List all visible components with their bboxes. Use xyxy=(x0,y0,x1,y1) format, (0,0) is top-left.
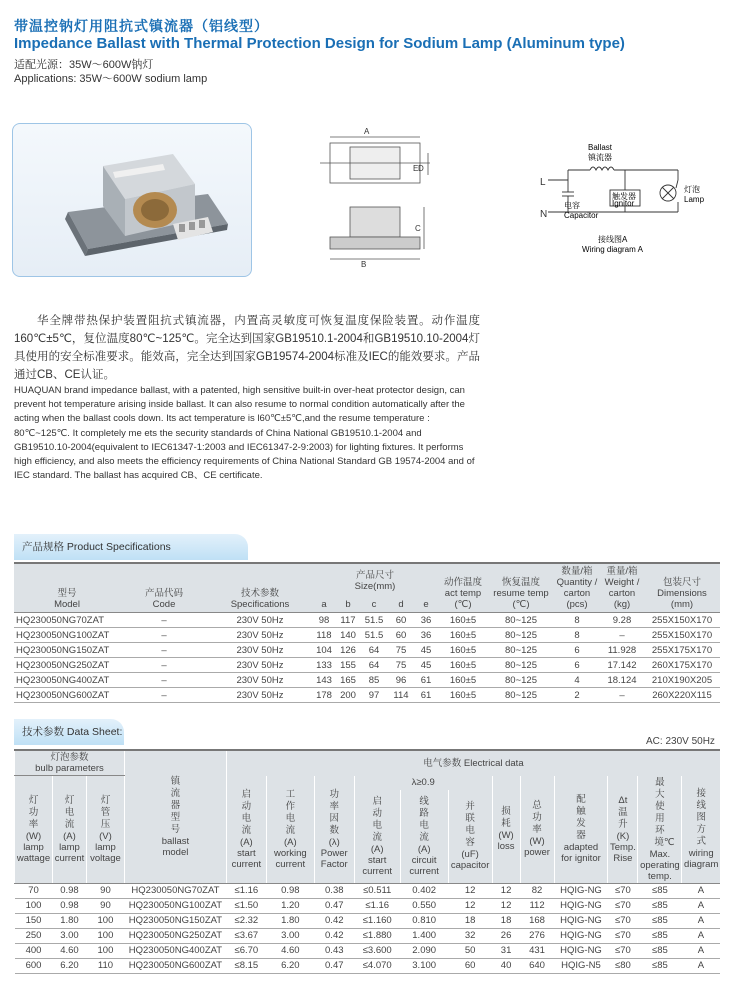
table-cell: 143 xyxy=(312,673,336,688)
table-cell: 160±5 xyxy=(438,673,488,688)
table-cell: 85 xyxy=(360,673,388,688)
ignitor-label-en: Ignitor xyxy=(612,199,635,208)
table-cell: 17.142 xyxy=(600,658,644,673)
table-cell: ≤3.67 xyxy=(226,928,266,943)
table-cell: – xyxy=(120,673,208,688)
page-title-en: Impedance Ballast with Thermal Protection Design for Sodium Lamp (Aluminum type) xyxy=(14,35,625,52)
table-cell: 0.402 xyxy=(400,883,448,898)
table-cell: 100 xyxy=(86,928,124,943)
table-cell: HQIG-NG xyxy=(554,883,608,898)
table-cell: HQ230050NG600ZAT xyxy=(124,958,226,973)
col-ignitor-cn: 配触发器 xyxy=(576,794,586,841)
table-row xyxy=(15,913,721,928)
table-cell: HQIG-NG xyxy=(554,943,608,958)
table-cell: 80~125 xyxy=(488,658,554,673)
col-size-c: c xyxy=(360,594,388,612)
table-cell: 36 xyxy=(414,628,438,643)
col-temp-rise xyxy=(608,776,638,884)
table-cell: 6.20 xyxy=(52,958,86,973)
table-cell: 12 xyxy=(448,883,492,898)
table-cell: 431 xyxy=(520,943,554,958)
table-cell: 0.47 xyxy=(314,898,354,913)
table-cell: 11.928 xyxy=(600,643,644,658)
table-cell: 6 xyxy=(554,658,600,673)
col-lamp-current xyxy=(52,776,86,884)
col-total-power-en: (W) power xyxy=(524,836,550,858)
wiring-caption-en: Wiring diagram A xyxy=(582,245,643,254)
table-cell: 276 xyxy=(520,928,554,943)
col-lamp-wattage xyxy=(15,776,53,884)
col-max-temp-cn: 最大使用环境℃ xyxy=(654,776,675,848)
table-cell: 2 xyxy=(554,688,600,703)
table-cell: 9.28 xyxy=(600,613,644,628)
col-power-factor-cn: 功率因数 xyxy=(329,788,340,836)
table-cell: 230V 50Hz xyxy=(208,688,312,703)
col-ignitor-en: adapted for ignitor xyxy=(561,842,601,864)
table-cell: 0.810 xyxy=(400,913,448,928)
table-cell: 50 xyxy=(448,943,492,958)
table-cell: HQ230050NG150ZAT xyxy=(124,913,226,928)
col-lamp-wattage-cn: 灯功率 xyxy=(28,794,39,830)
col-lamp-voltage-cn: 灯管压 xyxy=(100,794,111,830)
col-ballast-model xyxy=(124,750,226,883)
table-cell: 165 xyxy=(336,673,360,688)
table-cell: 100 xyxy=(86,943,124,958)
table-cell: ≤85 xyxy=(638,913,682,928)
table-cell: 110 xyxy=(86,958,124,973)
table-cell: HQ230050NG400ZAT xyxy=(124,943,226,958)
table-cell: 0.98 xyxy=(52,883,86,898)
table-cell: HQ230050NG400ZAT xyxy=(14,673,120,688)
table-cell: HQ230050NG100ZAT xyxy=(14,628,120,643)
table-row xyxy=(15,943,721,958)
table-row xyxy=(15,958,721,973)
table-cell: HQIG-NG xyxy=(554,898,608,913)
table-cell: 98 xyxy=(312,613,336,628)
dim-label-c: C xyxy=(415,224,421,233)
col-weight: 重量/箱 Weight / carton (kg) xyxy=(600,563,644,613)
table-cell: 168 xyxy=(520,913,554,928)
col-wiring-diagram-en: wiring diagram xyxy=(684,848,719,870)
table-cell: 100 xyxy=(86,913,124,928)
table-cell: 61 xyxy=(414,688,438,703)
table-cell: 160±5 xyxy=(438,613,488,628)
table-cell: 12 xyxy=(492,883,520,898)
table-row xyxy=(14,628,720,643)
page-title-cn: 带温控钠灯用阻抗式镇流器（铝线型） xyxy=(14,18,269,34)
col-code: 产品代码 Code xyxy=(120,563,208,613)
table-cell: HQ230050NG600ZAT xyxy=(14,688,120,703)
col-working-current xyxy=(266,776,314,884)
table-cell: ≤1.50 xyxy=(226,898,266,913)
table-cell: 160±5 xyxy=(438,658,488,673)
table-cell: A xyxy=(682,958,720,973)
table-cell: ≤3.600 xyxy=(354,943,400,958)
applications-en: Applications: 35W～600W sodium lamp xyxy=(14,73,208,85)
col-size-d: d xyxy=(388,594,414,612)
col-power-factor-en: (λ) Power Factor xyxy=(320,836,348,870)
col-max-temp xyxy=(638,776,682,884)
table-cell: – xyxy=(120,613,208,628)
lambda-group: λ≥0.9 xyxy=(354,776,492,790)
col-temp-rise-en: (K) Temp. Rise xyxy=(609,830,636,864)
table-cell: 2.090 xyxy=(400,943,448,958)
table-cell: 90 xyxy=(86,883,124,898)
table-cell: 104 xyxy=(312,643,336,658)
table-cell: 31 xyxy=(492,943,520,958)
table-cell: 64 xyxy=(360,658,388,673)
table-cell: ≤85 xyxy=(638,883,682,898)
table-cell: 230V 50Hz xyxy=(208,658,312,673)
neutral-label: N xyxy=(540,209,548,220)
col-working-current-cn: 工作电流 xyxy=(285,788,296,836)
table-cell: ≤1.880 xyxy=(354,928,400,943)
table-cell: A xyxy=(682,913,720,928)
intro-text-en: HUAQUAN brand impedance ballast, with a patented, high sensitive built-in over-heat protector design, can prevent hot temperature arising inside ballast. It can also resume to normal condition automatically after the acting when the ballast cools down. Its act temperature is l60℃±5℃,and the resume temperature : 80℃~125℃. It completely me ets the security standards of China National GB19510.1-2004 and GB19510.10-2004(equivalent to IEC61347-1:2003 and IEC61347-2-9:2003) for lighting fixtures. It performs high efficiency, and also meets the efficiency requirements of China National Standard GB 19574-2004 and of IEC standard. The ballast has acquired CB、CE certificate. xyxy=(14,385,475,482)
table-row xyxy=(14,673,720,688)
bulb-parameters-group: 灯泡参数 bulb parameters xyxy=(15,750,125,776)
table-cell: 18.124 xyxy=(600,673,644,688)
table-cell: 160±5 xyxy=(438,643,488,658)
ballast-label-en: Ballast xyxy=(588,143,613,152)
ignitor-label-cn: 触发器 xyxy=(612,192,636,201)
table-cell: HQIG-N5 xyxy=(554,958,608,973)
col-lamp-voltage xyxy=(86,776,124,884)
table-cell: 126 xyxy=(336,643,360,658)
col-lamp-wattage-en: (W) lamp wattage xyxy=(16,830,51,864)
table-cell: 60 xyxy=(388,628,414,643)
table-cell: 12 xyxy=(448,898,492,913)
table-cell: – xyxy=(600,688,644,703)
table-cell: 0.42 xyxy=(314,913,354,928)
col-lamp-current-en: (A) lamp current xyxy=(54,830,85,864)
table-cell: 3.100 xyxy=(400,958,448,973)
data-section-tab: 技术参数 Data Sheet: xyxy=(14,719,124,745)
table-cell: 112 xyxy=(520,898,554,913)
table-cell: ≤80 xyxy=(608,958,638,973)
table-cell: 40 xyxy=(492,958,520,973)
col-start-current-2-en: (A) start current xyxy=(362,843,392,877)
table-cell: ≤70 xyxy=(608,898,638,913)
col-start-current-2-cn: 启动电流 xyxy=(372,795,382,843)
table-cell: ≤70 xyxy=(608,943,638,958)
capacitor-label-en: Capacitor xyxy=(564,211,599,220)
table-cell: – xyxy=(120,643,208,658)
col-loss-en: (W) loss xyxy=(497,830,515,852)
table-cell: ≤1.16 xyxy=(226,883,266,898)
table-cell: 117 xyxy=(336,613,360,628)
table-cell: HQIG-NG xyxy=(554,913,608,928)
table-cell: 8 xyxy=(554,628,600,643)
table-cell: 75 xyxy=(388,658,414,673)
col-max-temp-en: Max. operating temp. xyxy=(640,848,680,882)
table-cell: 260X175X170 xyxy=(644,658,720,673)
ac-supply-label: AC: 230V 50Hz xyxy=(646,736,715,747)
intro-text-cn: 华全牌带热保护装置阻抗式镇流器，内置高灵敏度可恢复温度保险装置。动作温度160℃±5℃，复位温度80℃~125℃。完全达到国家GB19510.1-2004和GB19510.10-2004灯具使用的安全标准要求。能效高，完全达到国家GB19574-2004标准及IEC的能效要求。产品通过CB、CE认证。 xyxy=(14,315,480,381)
col-model: 型号 Model xyxy=(14,563,120,613)
ballast-illustration xyxy=(13,124,251,276)
table-row xyxy=(15,898,721,913)
table-row xyxy=(14,658,720,673)
col-loss-cn: 损耗 xyxy=(501,806,511,829)
data-sheet-table xyxy=(14,749,720,974)
col-start-current-cn: 启动电流 xyxy=(241,788,252,836)
table-cell: 400 xyxy=(15,943,53,958)
table-cell: 178 xyxy=(312,688,336,703)
electrical-data-group: 电气参数 Electrical data xyxy=(226,750,720,776)
table-cell: 255X175X170 xyxy=(644,643,720,658)
table-cell: 61 xyxy=(414,673,438,688)
table-cell: 45 xyxy=(414,658,438,673)
table-cell: 0.42 xyxy=(314,928,354,943)
table-cell: 200 xyxy=(336,688,360,703)
table-cell: HQ230050NG100ZAT xyxy=(124,898,226,913)
table-row xyxy=(14,688,720,703)
table-cell: ≤8.15 xyxy=(226,958,266,973)
col-size-a: a xyxy=(312,594,336,612)
table-cell: 64 xyxy=(360,643,388,658)
table-cell: 82 xyxy=(520,883,554,898)
table-cell: 3.00 xyxy=(266,928,314,943)
table-cell: HQ230050NG250ZAT xyxy=(124,928,226,943)
table-cell: – xyxy=(120,628,208,643)
table-cell: 80~125 xyxy=(488,688,554,703)
col-circuit-current-cn: 线路电流 xyxy=(419,795,429,843)
table-cell: ≤1.16 xyxy=(354,898,400,913)
table-cell: 12 xyxy=(492,898,520,913)
table-cell: 260X220X115 xyxy=(644,688,720,703)
table-cell: 100 xyxy=(15,898,53,913)
table-cell: 0.98 xyxy=(52,898,86,913)
col-loss xyxy=(492,776,520,884)
table-cell: 80~125 xyxy=(488,628,554,643)
dim-label-b: B xyxy=(361,260,367,269)
col-wiring-diagram-cn: 接线图方式 xyxy=(696,788,706,847)
table-cell: 80~125 xyxy=(488,643,554,658)
table-cell: 18 xyxy=(492,913,520,928)
table-cell: ≤85 xyxy=(638,958,682,973)
product-photo xyxy=(12,123,252,277)
applications-cn: 适配光源：35W～600W钠灯 xyxy=(14,59,154,71)
table-cell: 51.5 xyxy=(360,628,388,643)
col-circuit-current xyxy=(400,790,448,883)
spec-table xyxy=(14,562,720,703)
col-ignitor xyxy=(554,776,608,884)
col-total-power-cn: 总功率 xyxy=(532,800,542,835)
table-cell: 230V 50Hz xyxy=(208,628,312,643)
table-cell: 1.80 xyxy=(266,913,314,928)
table-cell: 0.550 xyxy=(400,898,448,913)
table-cell: HQ230050NG150ZAT xyxy=(14,643,120,658)
table-cell: 90 xyxy=(86,898,124,913)
table-cell: ≤6.70 xyxy=(226,943,266,958)
table-cell: 250 xyxy=(15,928,53,943)
table-cell: 4.60 xyxy=(266,943,314,958)
col-ballast-model-cn: 镇流器型号 xyxy=(170,775,181,835)
table-cell: 45 xyxy=(414,643,438,658)
dim-label-a: A xyxy=(364,127,370,136)
table-cell: 118 xyxy=(312,628,336,643)
table-row xyxy=(14,613,720,628)
table-cell: – xyxy=(120,688,208,703)
table-cell: 60 xyxy=(388,613,414,628)
table-cell: 36 xyxy=(414,613,438,628)
table-cell: 60 xyxy=(448,958,492,973)
col-capacitor xyxy=(448,790,492,883)
table-cell: 133 xyxy=(312,658,336,673)
table-cell: 140 xyxy=(336,628,360,643)
lamp-label-en: Lamp xyxy=(684,195,705,204)
table-cell: 1.20 xyxy=(266,898,314,913)
table-cell: HQ230050NG250ZAT xyxy=(14,658,120,673)
dimension-drawing xyxy=(320,125,440,270)
table-cell: HQ230050NG70ZAT xyxy=(124,883,226,898)
col-temp-rise-cn: Δt温升 xyxy=(618,794,628,830)
ballast-label-cn: 镇流器 xyxy=(588,153,612,162)
table-cell: HQIG-NG xyxy=(554,928,608,943)
table-cell: 160±5 xyxy=(438,628,488,643)
col-quantity: 数量/箱 Quantity / carton (pcs) xyxy=(554,563,600,613)
col-power-factor xyxy=(314,776,354,884)
table-cell: 75 xyxy=(388,643,414,658)
table-cell: 230V 50Hz xyxy=(208,643,312,658)
dim-label-e: E xyxy=(413,164,419,173)
table-cell: 114 xyxy=(388,688,414,703)
col-dimensions: 包装尺寸 Dimensions (mm) xyxy=(644,563,720,613)
col-act-temp: 动作温度 act temp (℃) xyxy=(438,563,488,613)
col-size-e: e xyxy=(414,594,438,612)
table-cell: – xyxy=(600,628,644,643)
table-cell: 150 xyxy=(15,913,53,928)
table-cell: 1.400 xyxy=(400,928,448,943)
spec-section-tab: 产品规格 Product Specifications xyxy=(14,534,248,560)
table-cell: 160±5 xyxy=(438,688,488,703)
table-cell: 600 xyxy=(15,958,53,973)
table-cell: 96 xyxy=(388,673,414,688)
table-cell: 0.47 xyxy=(314,958,354,973)
table-cell: ≤70 xyxy=(608,928,638,943)
col-specs: 技术参数 Specifications xyxy=(208,563,312,613)
col-resume-temp: 恢复温度 resume temp (℃) xyxy=(488,563,554,613)
table-cell: 18 xyxy=(448,913,492,928)
table-cell: ≤70 xyxy=(608,883,638,898)
capacitor-label-cn: 电容 xyxy=(564,201,580,210)
col-start-current-2 xyxy=(354,790,400,883)
col-working-current-en: (A) working current xyxy=(273,836,307,870)
table-row xyxy=(14,643,720,658)
table-cell: 1.80 xyxy=(52,913,86,928)
table-row xyxy=(15,883,721,898)
col-start-current xyxy=(226,776,266,884)
table-cell: 80~125 xyxy=(488,673,554,688)
table-cell: 4 xyxy=(554,673,600,688)
table-cell: ≤0.511 xyxy=(354,883,400,898)
table-cell: 51.5 xyxy=(360,613,388,628)
col-total-power xyxy=(520,776,554,884)
table-cell: 4.60 xyxy=(52,943,86,958)
col-lamp-current-cn: 灯电流 xyxy=(64,794,75,830)
table-cell: 0.43 xyxy=(314,943,354,958)
table-cell: 0.98 xyxy=(266,883,314,898)
table-cell: 8 xyxy=(554,613,600,628)
col-size-b: b xyxy=(336,594,360,612)
col-ballast-model-en: ballast model xyxy=(161,835,190,858)
table-cell: 6.20 xyxy=(266,958,314,973)
table-cell: – xyxy=(120,658,208,673)
table-cell: ≤85 xyxy=(638,943,682,958)
table-cell: ≤1.160 xyxy=(354,913,400,928)
table-cell: ≤85 xyxy=(638,928,682,943)
lamp-label-cn: 灯泡 xyxy=(684,185,700,194)
table-cell: 155 xyxy=(336,658,360,673)
table-cell: 230V 50Hz xyxy=(208,613,312,628)
table-cell: A xyxy=(682,943,720,958)
table-cell: 6 xyxy=(554,643,600,658)
table-cell: 640 xyxy=(520,958,554,973)
table-cell: ≤70 xyxy=(608,913,638,928)
table-cell: 230V 50Hz xyxy=(208,673,312,688)
wiring-diagram xyxy=(538,140,713,260)
table-cell: 210X190X205 xyxy=(644,673,720,688)
wiring-caption-cn: 接线图A xyxy=(598,235,628,244)
table-cell: 3.00 xyxy=(52,928,86,943)
table-cell: 80~125 xyxy=(488,613,554,628)
table-cell: A xyxy=(682,898,720,913)
col-capacitor-cn: 并联电容 xyxy=(465,801,475,849)
table-row xyxy=(15,928,721,943)
table-cell: 70 xyxy=(15,883,53,898)
table-cell: ≤4.070 xyxy=(354,958,400,973)
table-cell: 97 xyxy=(360,688,388,703)
col-size: 产品尺寸 Size(mm) xyxy=(312,563,438,594)
table-cell: ≤2.32 xyxy=(226,913,266,928)
table-cell: 26 xyxy=(492,928,520,943)
line-label: L xyxy=(540,177,546,188)
table-cell: ≤85 xyxy=(638,898,682,913)
table-cell: 255X150X170 xyxy=(644,613,720,628)
dim-label-d: D xyxy=(418,164,424,173)
table-cell: A xyxy=(682,928,720,943)
col-circuit-current-en: (A) circuit current xyxy=(409,843,439,877)
table-cell: 0.38 xyxy=(314,883,354,898)
table-cell: 255X150X170 xyxy=(644,628,720,643)
col-lamp-voltage-en: (V) lamp voltage xyxy=(90,830,121,864)
col-start-current-en: (A) start current xyxy=(231,836,262,870)
table-cell: A xyxy=(682,883,720,898)
col-capacitor-en: (uF) capacitor xyxy=(450,849,490,872)
table-cell: HQ230050NG70ZAT xyxy=(14,613,120,628)
col-wiring-diagram xyxy=(682,776,720,884)
table-cell: 32 xyxy=(448,928,492,943)
